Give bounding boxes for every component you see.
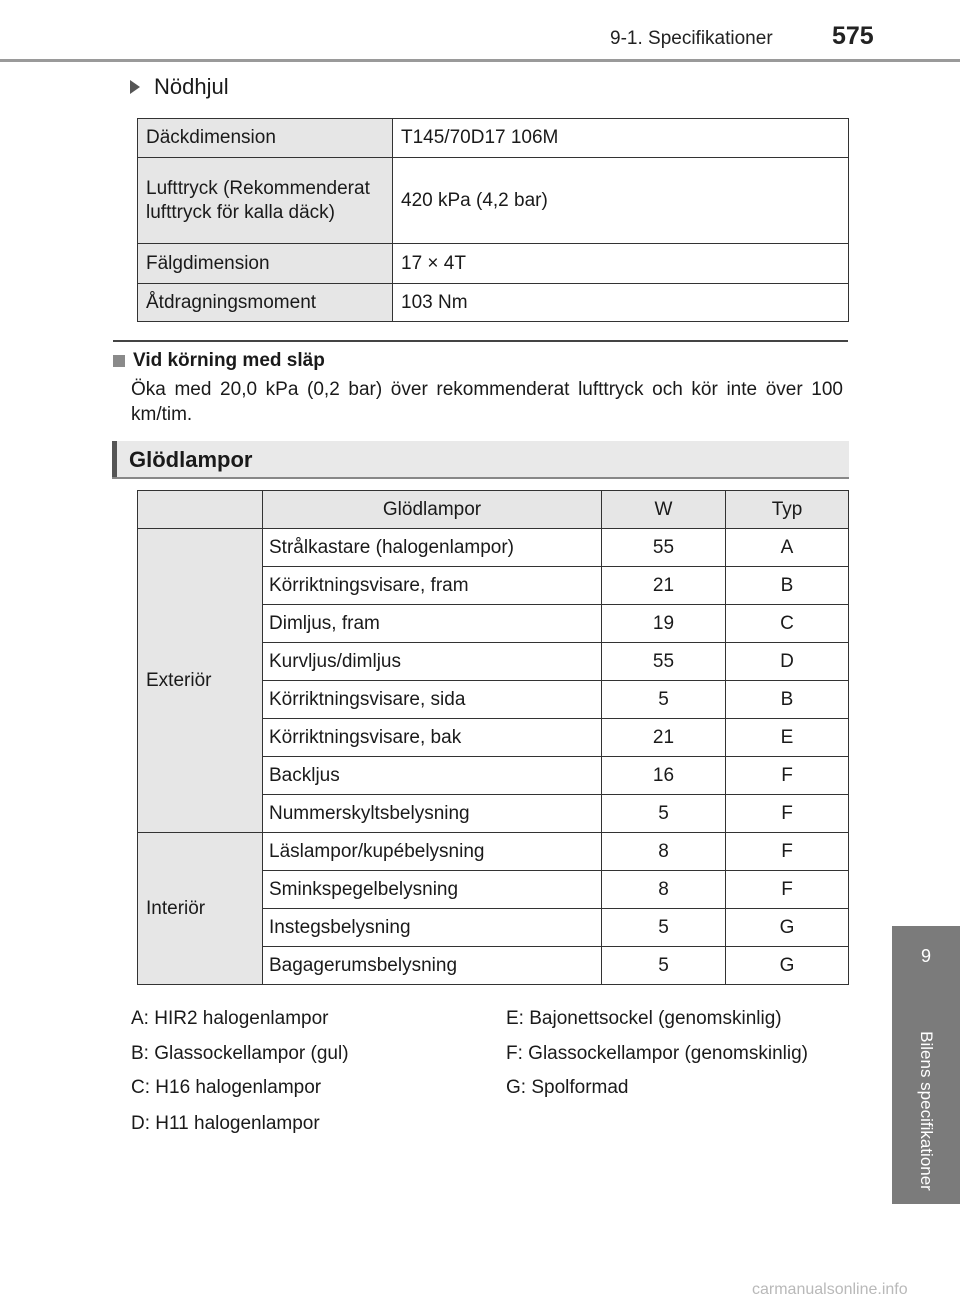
triangle-bullet-icon	[130, 80, 140, 94]
bulb-watt: 5	[602, 947, 726, 985]
bulb-name: Körriktningsvisare, fram	[263, 567, 602, 605]
legend-item-c: C: H16 halogenlampor	[131, 1077, 322, 1098]
bulb-name: Nummerskyltsbelysning	[263, 795, 602, 833]
table-row	[138, 284, 849, 322]
bulb-name: Backljus	[263, 757, 602, 795]
bulb-type: F	[726, 833, 849, 871]
header-rule	[0, 59, 960, 62]
bulb-watt: 55	[602, 529, 726, 567]
bulb-name: Kurvljus/dimljus	[263, 643, 602, 681]
bulb-type: A	[726, 529, 849, 567]
spec-value: T145/70D17 106M	[393, 119, 849, 158]
bulb-type: G	[726, 909, 849, 947]
bulb-name: Strålkastare (halogenlampor)	[263, 529, 602, 567]
chapter-number: 9	[920, 946, 931, 966]
bulb-watt: 5	[602, 795, 726, 833]
spec-label: Lufttryck (Rekommenderat lufttryck för kalla däck)	[138, 158, 393, 244]
towing-title: Vid körning med släp	[133, 350, 325, 371]
towing-text: Öka med 20,0 kPa (0,2 bar) över rekommenderat lufttryck och kör inte över 100 km/tim.	[131, 379, 843, 425]
spec-value: 420 kPa (4,2 bar)	[393, 158, 849, 244]
bulb-type: C	[726, 605, 849, 643]
legend-item-e: E: Bajonettsockel (genomskinlig)	[506, 1008, 782, 1029]
spec-label: Däckdimension	[138, 119, 393, 158]
group-label-interior: Interiör	[138, 833, 263, 985]
bulb-name: Bagagerumsbelysning	[263, 947, 602, 985]
watermark: carmanualsonline.info	[752, 1281, 908, 1298]
spare-wheel-heading	[130, 74, 229, 100]
header-blank-cell	[138, 491, 263, 529]
page-number: 575	[832, 22, 874, 50]
bulb-name: Körriktningsvisare, bak	[263, 719, 602, 757]
header-watt: W	[602, 491, 726, 529]
section-divider	[113, 340, 848, 342]
spec-label: Åtdragningsmoment	[138, 284, 393, 322]
bulb-name: Sminkspegelbelysning	[263, 871, 602, 909]
bulb-name: Läslampor/kupébelysning	[263, 833, 602, 871]
spare-wheel-title: Nödhjul	[154, 74, 229, 99]
table-row	[138, 158, 849, 244]
bulb-watt: 16	[602, 757, 726, 795]
bulb-name: Dimljus, fram	[263, 605, 602, 643]
header-bulb-name: Glödlampor	[263, 491, 602, 529]
table-row	[138, 119, 849, 158]
chapter-label: Bilens specifikationer	[917, 1031, 936, 1191]
bulb-watt: 55	[602, 643, 726, 681]
bulb-type: G	[726, 947, 849, 985]
spec-value: 103 Nm	[393, 284, 849, 322]
legend-item-g: G: Spolformad	[506, 1077, 629, 1098]
section-header-bar	[112, 441, 117, 477]
group-label-exterior: Exteriör	[138, 529, 263, 833]
bulb-type: B	[726, 567, 849, 605]
bulb-type: F	[726, 871, 849, 909]
bulb-watt: 8	[602, 833, 726, 871]
bulb-watt: 8	[602, 871, 726, 909]
bulb-type: F	[726, 795, 849, 833]
table-row	[138, 833, 849, 871]
spare-wheel-table	[137, 118, 849, 322]
legend-item-b: B: Glassockellampor (gul)	[131, 1043, 349, 1064]
table-row	[138, 529, 849, 567]
legend-item-d: D: H11 halogenlampor	[131, 1113, 320, 1134]
bulb-watt: 21	[602, 567, 726, 605]
table-header-row	[138, 491, 849, 529]
chapter-side-tab	[892, 926, 960, 1204]
spec-value: 17 × 4T	[393, 244, 849, 284]
chapter-section-title: 9-1. Specifikationer	[610, 28, 773, 49]
legend-item-f: F: Glassockellampor (genomskinlig)	[506, 1043, 808, 1064]
bulb-watt: 21	[602, 719, 726, 757]
bulb-name: Instegsbelysning	[263, 909, 602, 947]
towing-heading	[113, 350, 325, 372]
bulb-type: E	[726, 719, 849, 757]
bulb-watt: 5	[602, 681, 726, 719]
bulb-type: D	[726, 643, 849, 681]
bulbs-section-title: Glödlampor	[129, 447, 253, 472]
legend-item-a: A: HIR2 halogenlampor	[131, 1008, 329, 1029]
bulb-type: B	[726, 681, 849, 719]
spec-label: Fälgdimension	[138, 244, 393, 284]
square-bullet-icon	[113, 355, 125, 367]
bulbs-table	[137, 490, 849, 985]
bulb-watt: 5	[602, 909, 726, 947]
bulb-name: Körriktningsvisare, sida	[263, 681, 602, 719]
bulbs-section-header	[112, 441, 849, 479]
bulb-watt: 19	[602, 605, 726, 643]
table-row	[138, 244, 849, 284]
header-type: Typ	[726, 491, 849, 529]
bulb-type: F	[726, 757, 849, 795]
